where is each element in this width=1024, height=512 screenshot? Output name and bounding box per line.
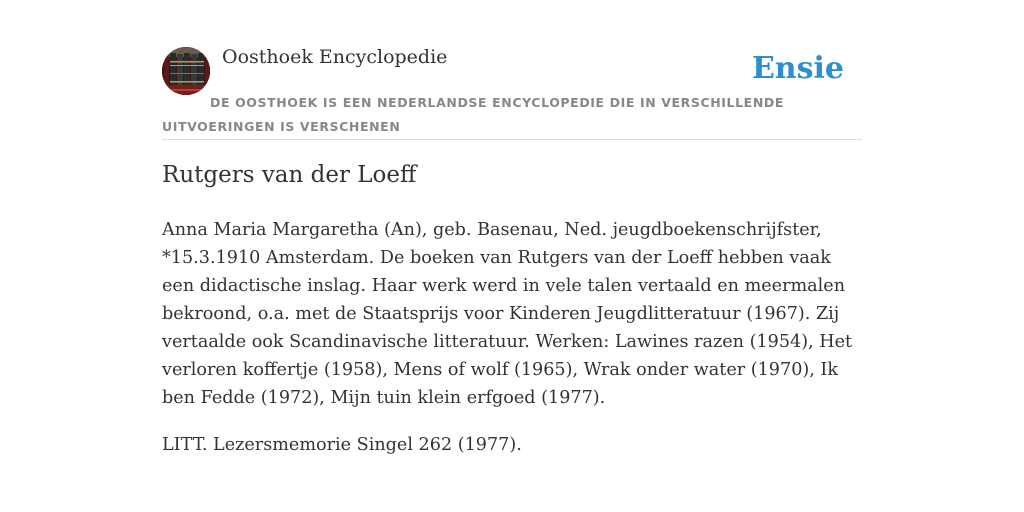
page-container <box>162 0 862 455</box>
site-header <box>162 0 862 140</box>
article-paragraph: Anna Maria Margaretha (An), geb. Basenau, Ned. jeugdboekenschrijfster, *15.3.1910 Amsterdam. De boeken van Rutgers van der Loeff hebben vaak een didactische inslag. Haar werk werd in vele talen vertaald en meermalen bekroond, o.a. met de Staatsprijs voor Kinderen Jeugdlitteratuur (1967). Zij vertaalde ook Scandinavische litteratuur. Werken: Lawines razen (1954), Het verloren koffertje (1958), Mens of wolf (1965), Wrak onder water (1970), Ik ben Fedde (1972), Mijn tuin klein erfgoed (1977). <box>162 220 853 408</box>
article-references: LITT. Lezersmemorie Singel 262 (1977). <box>162 435 522 455</box>
article-title: Rutgers van der Loeff <box>162 162 417 188</box>
site-tagline: DE OOSTHOEK IS EEN NEDERLANDSE ENCYCLOPEDIE DIE IN VERSCHILLENDE UITVOERINGEN IS VERSCHENEN <box>162 95 784 134</box>
brand-logo-link[interactable]: Ensie <box>751 51 844 86</box>
article-body <box>162 216 862 478</box>
book-spines-icon[interactable] <box>162 47 210 95</box>
site-name-link[interactable]: Oosthoek Encyclopedie <box>222 46 448 68</box>
